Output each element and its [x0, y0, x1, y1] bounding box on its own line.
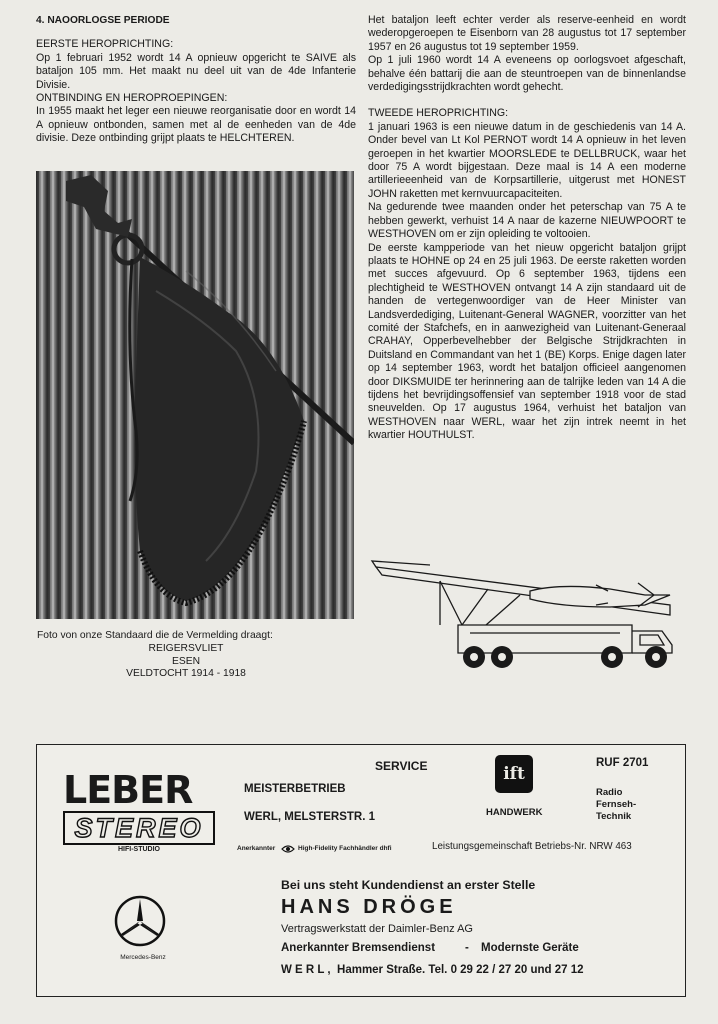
honest-john-launcher-drawing [370, 555, 700, 685]
dhfi-symbol [281, 843, 295, 855]
dhfi-icon [281, 842, 295, 854]
address-label: WERL, MELSTERSTR. 1 [244, 811, 375, 823]
leber-logo [63, 768, 215, 853]
service-radio: Radio [596, 787, 623, 798]
subheading-second-reconstitution: TWEEDE HEROPRICHTING: [368, 107, 509, 120]
contact-line: W E R L , Hammer Straße. Tel. 0 29 22 / 27 20 und 27 12 [281, 964, 584, 976]
separator-dash: - [465, 942, 469, 954]
right-column [368, 14, 686, 443]
paragraph-reserve: Het bataljon leeft echter verder als reserve-eenheid en wordt wederopgeroepen te Eisenborn van 28 augustus tot 17 september 1957 en 26 augustus tot 19 september 1959. [368, 14, 686, 53]
section-title: 4. NAOORLOGSE PERIODE [36, 15, 170, 26]
vertragswerkstatt-label: Vertragswerkstatt der Daimler-Benz AG [281, 923, 473, 935]
hifi-dealer-label: High-Fidelity Fachhändler dhfi [298, 845, 392, 852]
leistungsgemeinschaft-label: Leistungsgemeinschaft Betriebs-Nr. NRW 463 [432, 841, 632, 852]
tagline: Bei uns steht Kundendienst an erster Stelle [281, 878, 536, 892]
ift-logo [495, 755, 533, 793]
standard-flag-photo [36, 171, 354, 619]
hans-droege-advertisement [36, 870, 686, 997]
paragraph-1952: Op 1 februari 1952 wordt 14 A opnieuw opgericht te SAIVE als bataljon 105 mm. Het maakt nu deel uit van de 4de Infanterie Divisie. [36, 51, 356, 91]
left-column [36, 14, 356, 146]
paragraph-1963: 1 januari 1963 is een nieuwe datum in de geschiedenis van 14 A. Onder bevel van Lt Kol PERNOT wordt 14 A opnieuw in het leven geroepen in het kwartier MOORSLEDE te DELLBRUCK, waar het door 75 A wordt bijgestaan. Deze maal is 14 A een moderne artillerieeenheid van de Korpsartillerie, uitgerust met HONEST JOHN raketten met kernvuurcapaciteiten. [368, 120, 686, 200]
company-name: HANS DRÖGE [281, 896, 457, 918]
stereo-logo-text: STEREO [63, 811, 215, 845]
launcher-illustration [370, 555, 700, 685]
service-technik: Technik [596, 811, 632, 822]
caption-line-4: VELDTOCHT 1914 - 1918 [126, 668, 246, 680]
leber-logo-text: LEBER [63, 768, 193, 812]
service-label: SERVICE [375, 759, 428, 773]
leber-stereo-advertisement [36, 744, 686, 872]
bremsendienst-label: Anerkannter Bremsendienst [281, 942, 436, 954]
photo-caption [36, 630, 336, 681]
handwerk-label: HANDWERK [486, 807, 543, 818]
mercedes-star-icon [113, 894, 167, 948]
paragraph-nieuwpoort: Na gedurende twee maanden onder het peterschap van 75 A te hebben gewerkt, verhuist 14 A naar de kazerne NIEUWPOORT te WESTHOVEN om er zijn opleiding te voltooien. [368, 201, 686, 241]
hifi-studio-label: HIFI-STUDIO [118, 846, 160, 853]
service-fernseh: Fernseh- [596, 799, 637, 810]
paragraph-1960: Op 1 juli 1960 wordt 14 A eveneens op oorlogsvoet afgeschaft, behalve één battarij die aan de steuntroepen van de binnenlandse verdedigingsstrijdkrachten wordt gehecht. [368, 54, 686, 94]
mercedes-logo [113, 894, 167, 948]
modernste-geraete-label: Modernste Geräte [481, 942, 579, 954]
phone-label: RUF 2701 [596, 757, 649, 769]
flag-photo-image [36, 171, 354, 619]
paragraph-hohne: De eerste kampperiode van het nieuw opgericht bataljon grijpt plaats te HOHNE op 24 en 25 juli 1963. De eerste raketten worden met succes afgevuurd. Op 6 september 1963, tijdens een plechtigheid te WESTHOVEN ontvangt 14 A zijn standaard uit de handen de vertegenwoordiger van de Heer Minister van Landsverdediging, Luitenant-General WAGNER, voorzitter van het comité der Stafchefs, en in aanwezigheid van Luitenant-Generaal CRAHAY, Opperbevelhebber der Belgische Strijdkrachten in Duitsland en Commandant van het 1 (BE) Korps. Enige dagen later op 14 september 1963, wordt het bataljon officieel aangenomen door DIKSMUIDE ter herinnering aan de talrijke leden van 14 A die tijdens het bevrijdingsoffensief van september 1918 voor de stad sneuvelden. Op 17 augustus 1964, verhuist het bataljon van WESTHOVEN naar WERL, waar het zijn intrek neemt in het kwartier HOUTHULST. [368, 241, 686, 442]
meisterbetrieb-label: MEISTERBETRIEB [244, 783, 346, 795]
caption-line-1: Foto von onze Standaard die de Vermelding draagt: [37, 630, 273, 641]
subheading-first-reconstitution: EERSTE HEROPRICHTING: [36, 38, 174, 51]
anerkannter-label: Anerkannter [237, 845, 276, 852]
paragraph-1955: In 1955 maakt het leger een nieuwe reorganisatie door en wordt 14 A opnieuw ontbonden, samen met al de eenheden van de 4de divisie. Deze ontbinding grijpt plaats te HELCHTEREN. [36, 105, 356, 145]
services-list [596, 787, 636, 823]
caption-line-3: ESEN [171, 655, 201, 667]
mercedes-benz-label: Mercedes-Benz [120, 954, 166, 961]
subheading-dissolution: ONTBINDING EN HEROPROEPINGEN: [36, 92, 228, 105]
caption-line-2: REIGERSVLIET [148, 642, 224, 654]
ift-logo-text: ift [503, 764, 525, 784]
